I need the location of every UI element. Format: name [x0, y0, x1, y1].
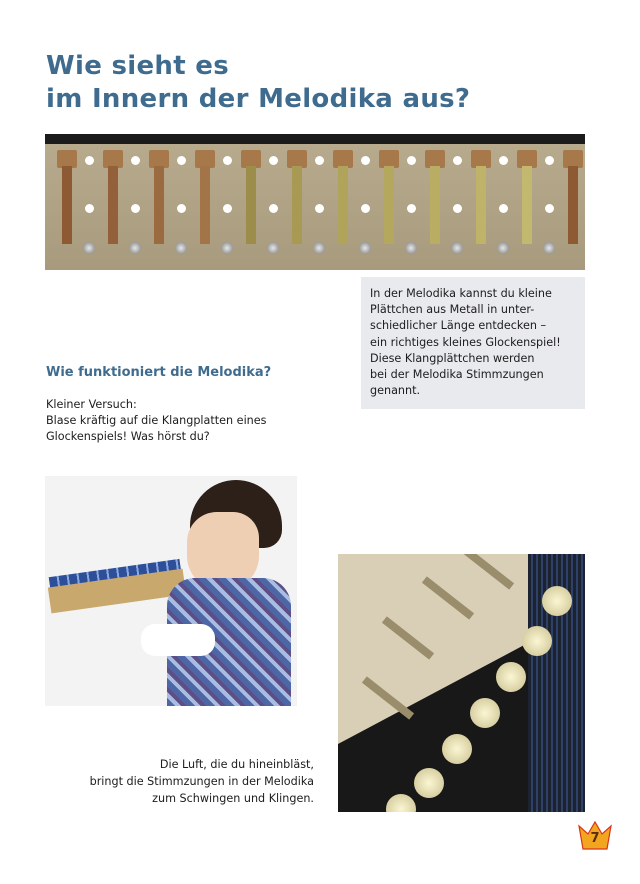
reed-plates-photo — [45, 134, 585, 270]
reed-plate — [377, 144, 401, 264]
section-heading: Wie funktioniert die Melodika? — [46, 365, 272, 380]
reed-plate — [423, 144, 447, 264]
title-line-1: Wie sieht es — [46, 51, 229, 81]
reed-plate — [515, 144, 539, 264]
boy-playing-melodica-photo — [45, 476, 297, 706]
reed-plate — [101, 144, 125, 264]
page-number: 7 — [590, 831, 600, 846]
photo-caption: Die Luft, die du hineinbläst, bringt die Stimmzungen in der Melodika zum Schwingen und Klingen. — [89, 758, 314, 805]
reed-plate — [193, 144, 217, 264]
experiment-text: Kleiner Versuch: Blase kräftig auf die Klangplatten eines Glockenspiels! Was hörst du? — [46, 398, 267, 444]
reed-plate — [147, 144, 171, 264]
reed-plate — [285, 144, 309, 264]
reed-plate — [55, 144, 79, 264]
info-box-text: In der Melodika kannst du kleine Plättchen aus Metall in unter- schiedlicher Länge entdecken – ein richtiges kleines Glockenspiel! Diese Klangplättchen werden bei der Melodika Stimmzungen genannt. — [370, 287, 561, 398]
reed-plate — [469, 144, 493, 264]
reed-plate — [561, 144, 585, 264]
melodica-interior-photo — [338, 554, 585, 812]
page-number-badge — [576, 816, 614, 854]
title-line-2: im Innern der Melodika aus? — [46, 84, 471, 114]
reed-plate — [239, 144, 263, 264]
page-title — [46, 50, 470, 116]
reed-plate — [331, 144, 355, 264]
